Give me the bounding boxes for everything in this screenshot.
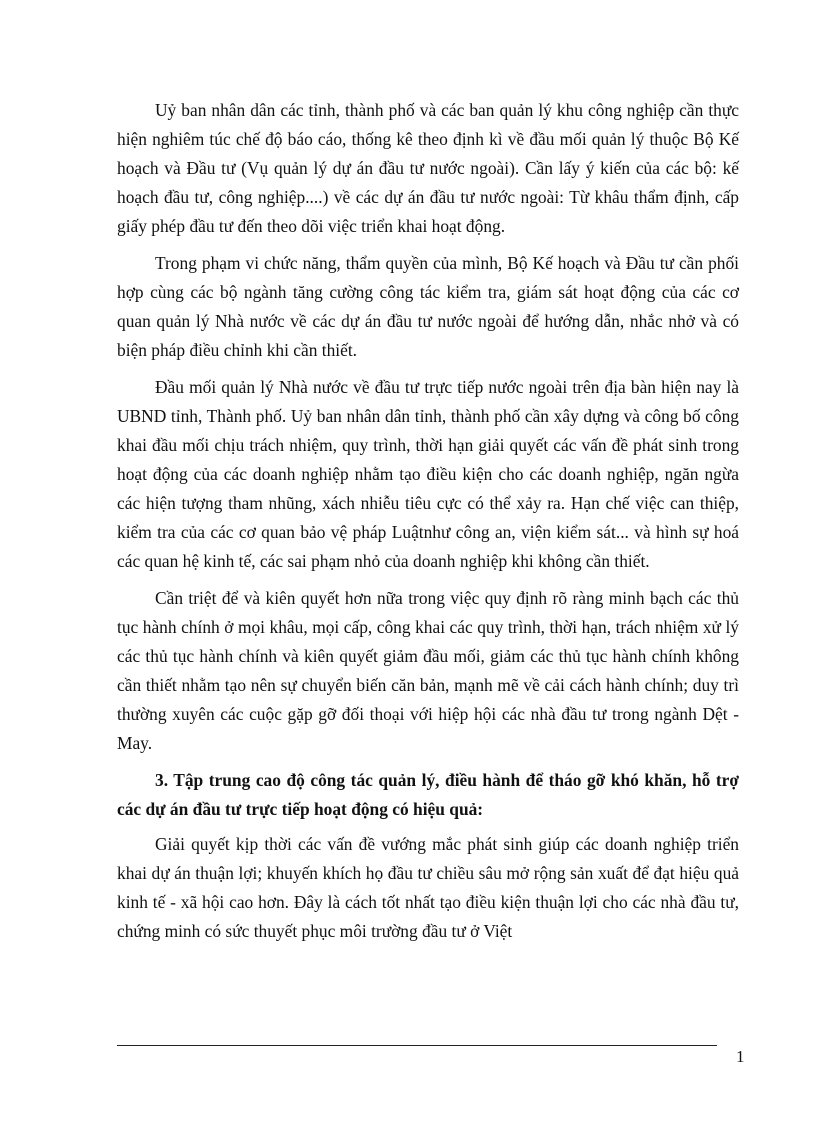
page-body bbox=[117, 96, 739, 954]
paragraph-resolve-obstacles: Giải quyết kịp thời các vấn đề vướng mắc phát sinh giúp các doanh nghiệp triển khai dự án thuận lợi; khuyến khích họ đầu tư chiều sâu mở rộng sản xuất để đạt hiệu quả kinh tế - xã hội cao hơn. Đây là cách tốt nhất tạo điều kiện thuận lợi cho các nhà đầu tư, chứng minh có sức thuyết phục môi trường đầu tư ở Việt bbox=[117, 834, 739, 941]
paragraph-administrative-reform: Cần triệt để và kiên quyết hơn nữa trong việc quy định rõ ràng minh bạch các thủ tục hành chính ở mọi khâu, mọi cấp, công khai các quy trình, thời hạn, trách nhiệm xử lý các thủ tục hành chính và kiên quyết giảm đầu mối, giảm các thủ tục hành chính không cần thiết nhằm tạo nên sự chuyển biến căn bản, mạnh mẽ về cải cách hành chính; duy trì thường xuyên các cuộc gặp gỡ đối thoại với hiệp hội các nhà đầu tư trong ngành Dệt - May. bbox=[117, 588, 739, 753]
section-heading-3: 3. Tập trung cao độ công tác quản lý, điều hành để tháo gỡ khó khăn, hỗ trợ các dự án đầu tư trực tiếp hoạt động có hiệu quả: bbox=[117, 770, 739, 819]
paragraph-provincial-focal-point: Đầu mối quản lý Nhà nước về đầu tư trực tiếp nước ngoài trên địa bàn hiện nay là UBND tỉnh, Thành phố. Uỷ ban nhân dân tỉnh, thành phố cần xây dựng và công bố công khai đầu mối chịu trách nhiệm, quy trình, thời hạn giải quyết các vấn đề phát sinh trong hoạt động của các doanh nghiệp nhằm tạo điều kiện cho các doanh nghiệp, ngăn ngừa các hiện tượng tham nhũng, xách nhiễu tiêu cực có thể xảy ra. Hạn chế việc can thiệp, kiểm tra của các cơ quan bảo vệ pháp Luậtnhư công an, viện kiểm sát... và hình sự hoá các quan hệ kinh tế, các sai phạm nhỏ của doanh nghiệp khi không cần thiết. bbox=[117, 377, 739, 571]
paragraph-reporting-regime: Uỷ ban nhân dân các tỉnh, thành phố và các ban quản lý khu công nghiệp cần thực hiện nghiêm túc chế độ báo cáo, thống kê theo định kì về đầu mối quản lý thuộc Bộ Kế hoạch và Đầu tư (Vụ quản lý dự án đầu tư nước ngoài). Cần lấy ý kiến của các bộ: kế hoạch đầu tư, công nghiệp....) về các dự án đầu tư nước ngoài: Từ khâu thẩm định, cấp giấy phép đầu tư đến theo dõi việc triển khai hoạt động. bbox=[117, 100, 739, 236]
page-number: 1 bbox=[736, 1047, 745, 1066]
paragraph-ministry-coordination: Trong phạm vi chức năng, thẩm quyền của mình, Bộ Kế hoạch và Đầu tư cần phối hợp cùng các bộ ngành tăng cường công tác kiểm tra, giám sát hoạt động của các cơ quan quản lý Nhà nước về các dự án đầu tư nước ngoài để hướng dẫn, nhắc nhở và có biện pháp điều chỉnh khi cần thiết. bbox=[117, 253, 739, 360]
footer-divider bbox=[117, 1045, 717, 1046]
